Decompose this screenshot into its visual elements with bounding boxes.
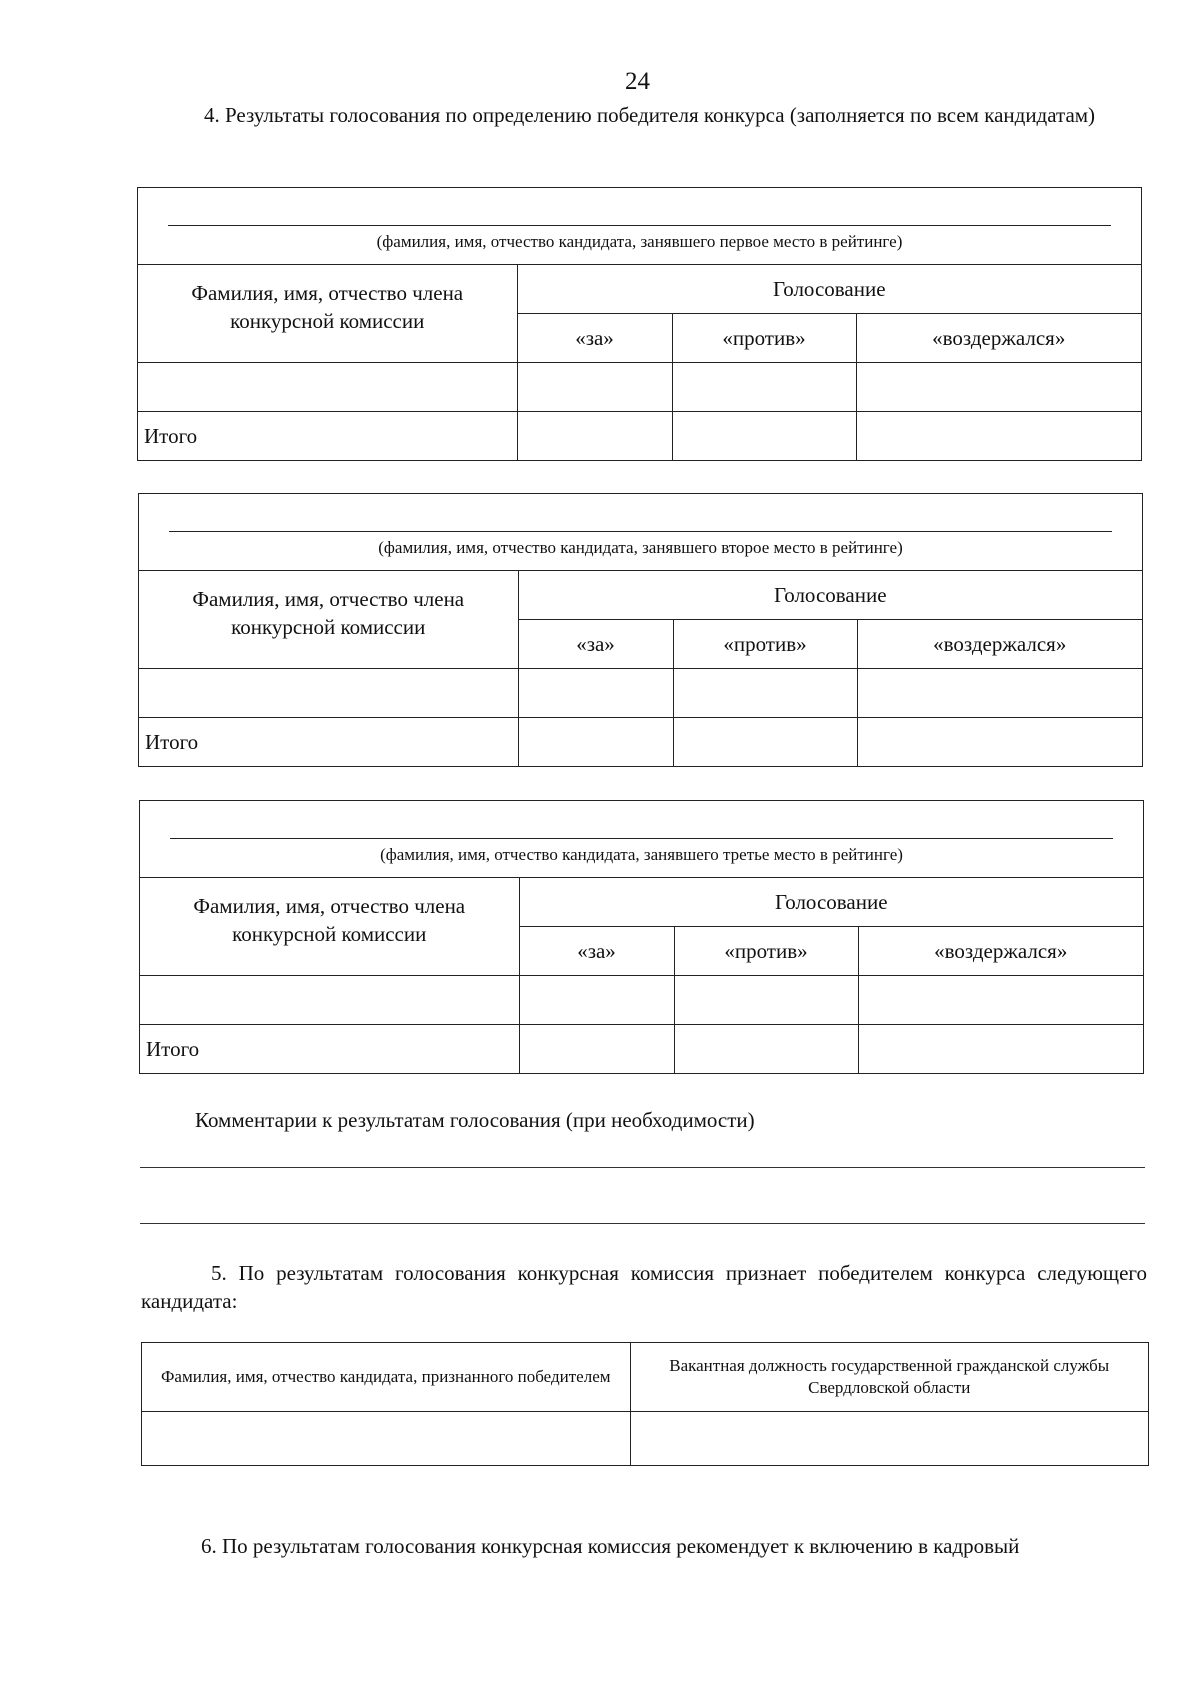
vacant-position-cell[interactable] xyxy=(630,1412,1148,1466)
candidate-caption: (фамилия, имя, отчество кандидата, занявшего второе место в рейтинге) xyxy=(378,538,903,557)
total-abstained-cell[interactable] xyxy=(856,412,1141,461)
table-row xyxy=(142,1412,1148,1466)
table-row xyxy=(138,363,1141,412)
abstained-header: «воздержался» xyxy=(858,927,1143,976)
total-row xyxy=(139,718,1142,767)
against-header: «против» xyxy=(673,620,857,669)
against-cell[interactable] xyxy=(674,976,858,1025)
winner-name-header: Фамилия, имя, отчество кандидата, признанного победителем xyxy=(142,1343,630,1412)
total-row xyxy=(138,412,1141,461)
comments-line-2[interactable] xyxy=(140,1223,1145,1224)
table-row xyxy=(140,976,1143,1025)
total-abstained-cell[interactable] xyxy=(858,1025,1143,1074)
vacant-position-header: Вакантная должность государственной гражданской службы Свердловской области xyxy=(630,1343,1148,1412)
candidate-name-field xyxy=(140,801,1143,878)
voting-header: Голосование xyxy=(519,878,1143,927)
total-for-cell[interactable] xyxy=(517,412,672,461)
candidate-name-line[interactable] xyxy=(169,531,1112,532)
against-header: «против» xyxy=(672,314,856,363)
for-header: «за» xyxy=(518,620,673,669)
member-cell[interactable] xyxy=(138,363,517,412)
vote-table-first-place xyxy=(137,187,1142,461)
against-cell[interactable] xyxy=(672,363,856,412)
for-cell[interactable] xyxy=(517,363,672,412)
abstained-cell[interactable] xyxy=(858,976,1143,1025)
total-for-cell[interactable] xyxy=(518,718,673,767)
vote-grid xyxy=(139,571,1142,766)
candidate-name-field xyxy=(138,188,1141,265)
page-number: 24 xyxy=(625,68,650,95)
vote-grid xyxy=(140,878,1143,1073)
member-column-header: Фамилия, имя, отчество члена конкурсной комиссии xyxy=(139,571,518,669)
member-column-header: Фамилия, имя, отчество члена конкурсной комиссии xyxy=(140,878,519,976)
section-5-text: 5. По результатам голосования конкурсная комиссия признает победителем конкурса следующего кандидата: xyxy=(141,1261,1147,1313)
member-cell[interactable] xyxy=(139,669,518,718)
for-cell[interactable] xyxy=(519,976,674,1025)
winner-name-cell[interactable] xyxy=(142,1412,630,1466)
abstained-header: «воздержался» xyxy=(857,620,1142,669)
abstained-header: «воздержался» xyxy=(856,314,1141,363)
section-6-text: 6. По результатам голосования конкурсная комиссия рекомендует к включению в кадровый xyxy=(201,1534,1020,1558)
winner-table xyxy=(141,1342,1149,1466)
abstained-cell[interactable] xyxy=(857,669,1142,718)
candidate-name-line[interactable] xyxy=(170,838,1113,839)
for-cell[interactable] xyxy=(518,669,673,718)
candidate-caption: (фамилия, имя, отчество кандидата, занявшего первое место в рейтинге) xyxy=(376,232,903,251)
vote-table-second-place xyxy=(138,493,1143,767)
candidate-name-field xyxy=(139,494,1142,571)
section-4-heading: 4. Результаты голосования по определению победителя конкурса (заполняется по всем кандидатам) xyxy=(204,103,1096,127)
against-cell[interactable] xyxy=(673,669,857,718)
abstained-cell[interactable] xyxy=(856,363,1141,412)
comments-label: Комментарии к результатам голосования (при необходимости) xyxy=(195,1108,755,1132)
total-abstained-cell[interactable] xyxy=(857,718,1142,767)
candidate-caption: (фамилия, имя, отчество кандидата, занявшего третье место в рейтинге) xyxy=(380,845,903,864)
total-label: Итого xyxy=(140,1025,519,1074)
total-label: Итого xyxy=(139,718,518,767)
vote-grid xyxy=(138,265,1141,460)
voting-header: Голосование xyxy=(518,571,1142,620)
for-header: «за» xyxy=(519,927,674,976)
against-header: «против» xyxy=(674,927,858,976)
total-against-cell[interactable] xyxy=(673,718,857,767)
vote-table-third-place xyxy=(139,800,1144,1074)
total-row xyxy=(140,1025,1143,1074)
total-against-cell[interactable] xyxy=(672,412,856,461)
total-for-cell[interactable] xyxy=(519,1025,674,1074)
table-row xyxy=(139,669,1142,718)
candidate-name-line[interactable] xyxy=(168,225,1111,226)
total-against-cell[interactable] xyxy=(674,1025,858,1074)
voting-header: Голосование xyxy=(517,265,1141,314)
comments-line-1[interactable] xyxy=(140,1167,1145,1168)
total-label: Итого xyxy=(138,412,517,461)
for-header: «за» xyxy=(517,314,672,363)
member-column-header: Фамилия, имя, отчество члена конкурсной комиссии xyxy=(138,265,517,363)
winner-grid xyxy=(142,1343,1148,1465)
member-cell[interactable] xyxy=(140,976,519,1025)
